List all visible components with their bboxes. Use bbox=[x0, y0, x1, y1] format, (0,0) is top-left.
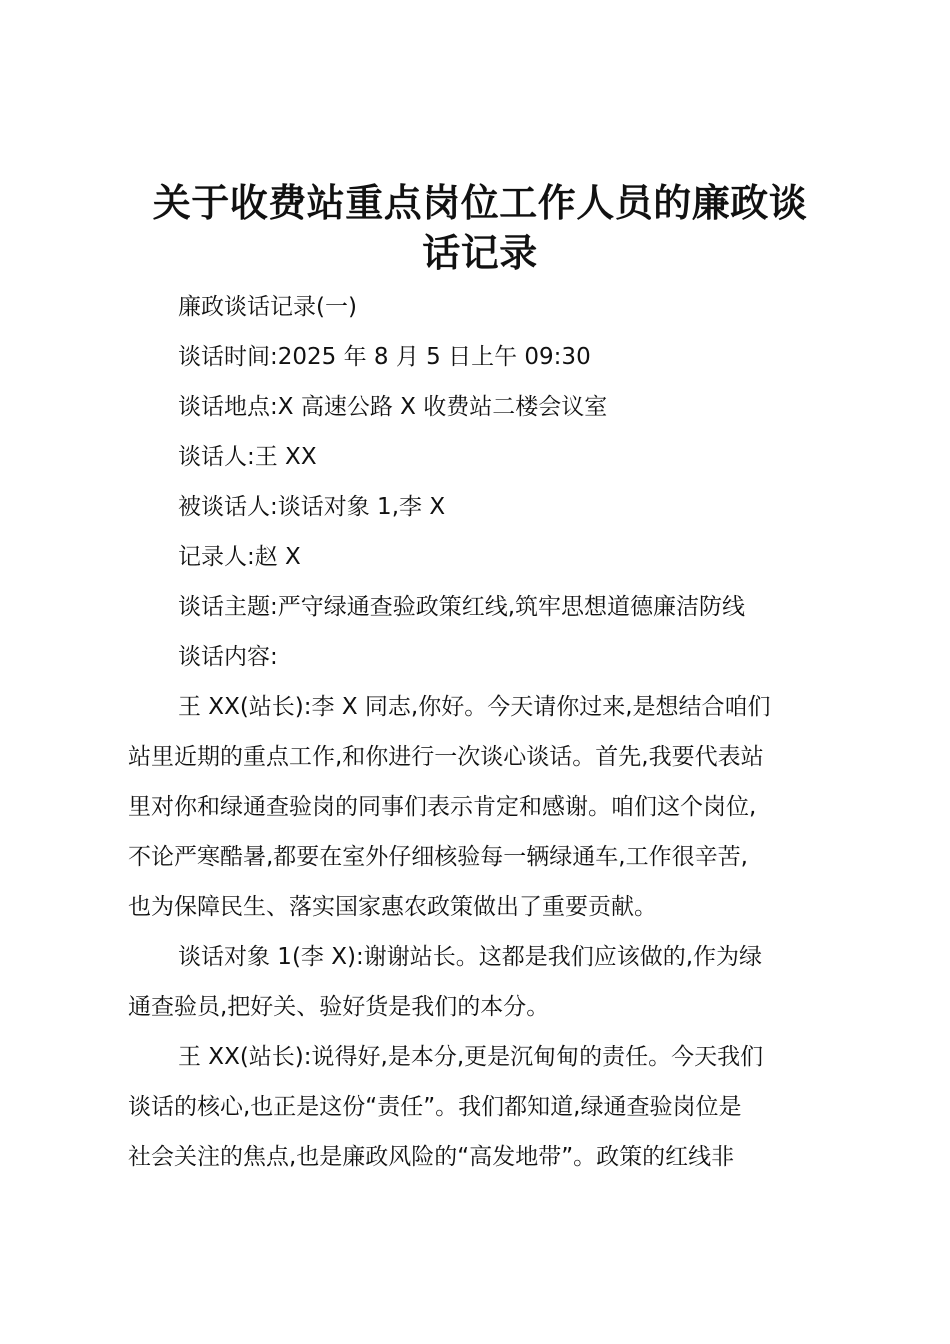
paragraph-line: 也为保障民生、落实国家惠农政策做出了重要贡献。 bbox=[128, 894, 657, 920]
document-page bbox=[128, 178, 832, 1182]
paragraph-2 bbox=[128, 932, 832, 1032]
paragraph-line: 谈话的核心,也正是这份“责任”。我们都知道,绿通查验岗位是 bbox=[128, 1094, 742, 1120]
meta-content-label: 谈话内容: bbox=[178, 644, 278, 670]
paragraph-line: 站里近期的重点工作,和你进行一次谈心谈话。首先,我要代表站 bbox=[128, 744, 764, 770]
title-line-2: 话记录 bbox=[422, 231, 538, 275]
title-line-1: 关于收费站重点岗位工作人员的廉政谈 bbox=[152, 181, 808, 225]
document-title bbox=[128, 178, 832, 278]
paragraph-line: 王 XX(站长):李 X 同志,你好。今天请你过来,是想结合咱们 bbox=[178, 694, 771, 720]
meta-interviewee: 被谈话人:谈话对象 1,李 X bbox=[178, 494, 446, 520]
paragraph-line: 通查验员,把好关、验好货是我们的本分。 bbox=[128, 994, 550, 1020]
paragraph-line: 里对你和绿通查验岗的同事们表示肯定和感谢。咱们这个岗位, bbox=[128, 794, 757, 820]
paragraph-line: 王 XX(站长):说得好,是本分,更是沉甸甸的责任。今天我们 bbox=[178, 1044, 764, 1070]
meta-interviewer: 谈话人:王 XX bbox=[178, 444, 317, 470]
meta-topic: 谈话主题:严守绿通查验政策红线,筑牢思想道德廉洁防线 bbox=[178, 594, 746, 620]
paragraph-line: 谈话对象 1(李 X):谢谢站长。这都是我们应该做的,作为绿 bbox=[178, 944, 763, 970]
meta-block bbox=[128, 282, 832, 682]
meta-location: 谈话地点:X 高速公路 X 收费站二楼会议室 bbox=[178, 394, 608, 420]
paragraph-3 bbox=[128, 1032, 832, 1182]
meta-heading: 廉政谈话记录(一) bbox=[178, 294, 357, 320]
paragraph-line: 不论严寒酷暑,都要在室外仔细核验每一辆绿通车,工作很辛苦, bbox=[128, 844, 748, 870]
meta-recorder: 记录人:赵 X bbox=[178, 544, 301, 570]
paragraph-line: 社会关注的焦点,也是廉政风险的“高发地带”。政策的红线非 bbox=[128, 1144, 735, 1170]
meta-time: 谈话时间:2025 年 8 月 5 日上午 09:30 bbox=[178, 344, 591, 370]
paragraph-1 bbox=[128, 682, 832, 932]
